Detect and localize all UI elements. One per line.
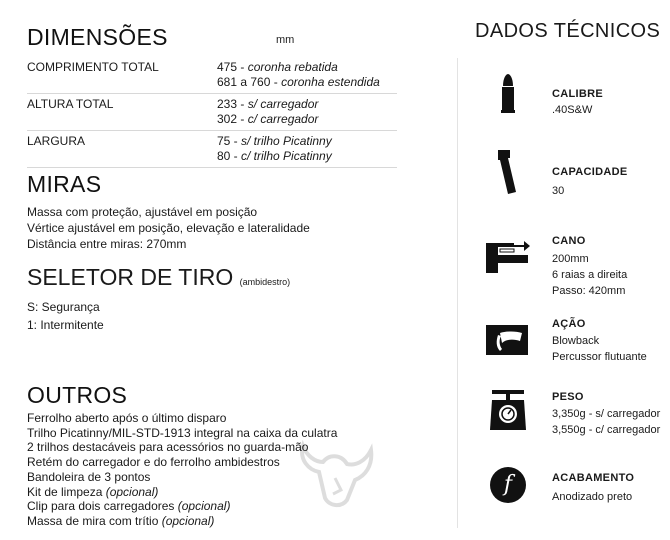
miras-list xyxy=(27,204,310,252)
trigger-icon xyxy=(484,317,532,361)
spec-title: AÇÃO xyxy=(552,318,586,330)
row-label: ALTURA TOTAL xyxy=(27,97,114,111)
value-number: 681 a 760 - xyxy=(217,75,282,89)
list-item: Kit de limpeza (opcional) xyxy=(27,484,159,499)
table-row xyxy=(27,94,397,131)
value-note: c/ trilho Picatinny xyxy=(241,149,332,163)
finish-icon: f xyxy=(490,467,526,503)
spec-title: CANO xyxy=(552,235,586,247)
row-label: LARGURA xyxy=(27,134,86,148)
dimensoes-title: DIMENSÕES xyxy=(27,24,168,50)
list-item: 2 trilhos destacáveis para acessórios no guarda-mão xyxy=(27,440,309,455)
list-item: Vértice ajustável em posição, elevação e lateralidade xyxy=(27,221,310,235)
list-item: Trilho Picatinny/MIL-STD-1913 integral na caixa da culatra xyxy=(27,425,338,440)
value-note: coronha rebatida xyxy=(247,60,338,74)
seletor-list xyxy=(27,298,104,334)
list-item: Massa com proteção, ajustável em posição xyxy=(27,205,258,219)
spec-value: Passo: 420mm xyxy=(552,285,626,297)
outros-title: OUTROS xyxy=(27,382,128,408)
list-item: Ferrolho aberto após o último disparo xyxy=(27,411,227,425)
dados-tecnicos-title: DADOS TÉCNICOS xyxy=(475,20,661,42)
row-values xyxy=(217,132,397,164)
miras-title: MIRAS xyxy=(27,171,102,197)
spec-value: 6 raias a direita xyxy=(552,269,628,281)
list-item: Bandoleira de 3 pontos xyxy=(27,469,151,484)
spec-title: CALIBRE xyxy=(552,88,603,100)
list-item: Clip para dois carregadores (opcional) xyxy=(27,499,231,514)
specs-panel xyxy=(457,58,670,528)
seletor-heading xyxy=(27,264,290,291)
value-number: 75 - xyxy=(217,134,242,148)
table-row xyxy=(27,57,397,94)
spec-title: CAPACIDADE xyxy=(552,166,628,178)
value-number: 233 - xyxy=(217,97,248,111)
spec-value: 200mm xyxy=(552,253,589,265)
row-values xyxy=(217,58,397,90)
spec-value: Anodizado preto xyxy=(552,491,633,503)
spec-value: 3,350g - s/ carregador xyxy=(552,408,661,420)
row-values xyxy=(217,95,397,127)
value-number: 302 - xyxy=(217,112,248,126)
list-item: Retém do carregador e do ferrolho ambidestros xyxy=(27,455,280,470)
spec-value: .40S&W xyxy=(552,104,593,116)
unit-label: mm xyxy=(276,34,295,46)
value-note: c/ carregador xyxy=(247,112,319,126)
table-row xyxy=(27,131,397,168)
list-item: Distância entre miras: 270mm xyxy=(27,237,187,251)
scale-icon xyxy=(488,386,528,434)
value-note: coronha estendida xyxy=(281,75,380,89)
outros-list xyxy=(27,411,337,529)
list-item: Massa de mira com trítio (opcional) xyxy=(27,513,215,528)
value-number: 475 - xyxy=(217,60,248,74)
bull-logo-icon xyxy=(295,440,377,510)
spec-value: Blowback xyxy=(552,335,600,347)
spec-title: ACABAMENTO xyxy=(552,472,635,484)
spec-title: PESO xyxy=(552,391,584,403)
list-item: 1: Intermitente xyxy=(27,318,104,332)
magazine-icon xyxy=(488,148,528,198)
value-note: s/ carregador xyxy=(247,97,319,111)
seletor-note: (ambidestro) xyxy=(239,277,291,287)
spec-value: 30 xyxy=(552,185,565,197)
barrel-icon xyxy=(484,235,532,279)
value-note: s/ trilho Picatinny xyxy=(241,134,332,148)
spec-value: 3,550g - c/ carregador xyxy=(552,424,661,436)
row-label: COMPRIMENTO TOTAL xyxy=(27,60,159,74)
cartridge-icon xyxy=(488,72,528,116)
seletor-title: SELETOR DE TIRO xyxy=(27,264,234,290)
value-number: 80 - xyxy=(217,149,242,163)
dimensions-table xyxy=(27,57,397,168)
spec-value: Percussor flutuante xyxy=(552,351,647,363)
list-item: S: Segurança xyxy=(27,300,100,314)
